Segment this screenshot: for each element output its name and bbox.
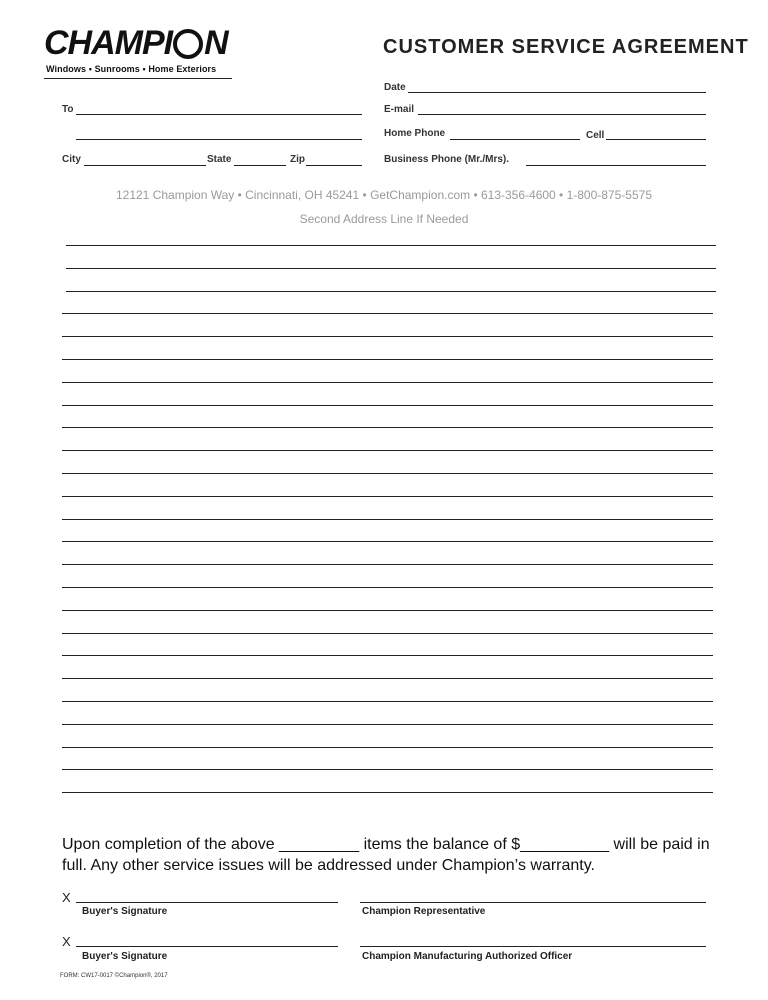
completion-statement: Upon completion of the above _________ items the balance of $__________ will be paid in full. Any other service issues will be addressed under Champion’s warranty.	[62, 836, 710, 874]
writing-line[interactable]	[62, 473, 713, 474]
champion-rep-label: Champion Representative	[362, 906, 486, 917]
writing-line[interactable]	[62, 450, 713, 451]
writing-line[interactable]	[66, 291, 716, 292]
x-mark-1: X	[62, 890, 71, 905]
buyer-signature-line-2[interactable]	[76, 946, 338, 947]
writing-line[interactable]	[62, 792, 713, 793]
city-field-line[interactable]	[84, 165, 206, 166]
state-field-line[interactable]	[234, 165, 286, 166]
writing-line[interactable]	[62, 724, 713, 725]
logo-text-part-2: N	[204, 24, 228, 62]
email-field-line[interactable]	[418, 114, 706, 115]
business-phone-label: Business Phone (Mr./Mrs).	[384, 154, 510, 165]
company-address: 12121 Champion Way • Cincinnati, OH 45241 • GetChampion.com • 613-356-4600 • 1-800-875-5575	[115, 188, 652, 202]
writing-line[interactable]	[62, 336, 713, 337]
writing-line[interactable]	[62, 382, 713, 383]
to-field-line-2[interactable]	[76, 139, 362, 140]
date-field-line[interactable]	[408, 92, 706, 93]
writing-line[interactable]	[66, 245, 716, 246]
x-mark-2: X	[62, 934, 71, 949]
to-label: To	[62, 104, 74, 115]
writing-line[interactable]	[62, 633, 713, 634]
logo-tagline: Windows • Sunrooms • Home Exteriors	[46, 64, 217, 74]
writing-line[interactable]	[62, 405, 713, 406]
state-label: State	[207, 154, 232, 165]
writing-line[interactable]	[62, 678, 713, 679]
form-footer: FORM: CW17-0017 ©Champion®, 2017	[60, 973, 168, 979]
writing-line[interactable]	[62, 610, 713, 611]
email-label: E-mail	[384, 104, 415, 115]
logo-text-part-1: CHAMPI	[44, 24, 173, 62]
second-address-line: Second Address Line If Needed	[299, 212, 469, 226]
writing-line[interactable]	[62, 769, 713, 770]
logo-rule	[44, 78, 232, 79]
zip-field-line[interactable]	[306, 165, 362, 166]
home-phone-label: Home Phone	[384, 128, 446, 139]
cell-label: Cell	[586, 130, 605, 141]
city-label: City	[62, 154, 81, 165]
cell-field-line[interactable]	[606, 139, 706, 140]
to-field-line-1[interactable]	[76, 114, 362, 115]
writing-line[interactable]	[62, 359, 713, 360]
home-phone-field-line[interactable]	[450, 139, 580, 140]
writing-line[interactable]	[62, 496, 713, 497]
globe-icon	[173, 29, 203, 59]
buyer-signature-label-1: Buyer's Signature	[82, 906, 168, 917]
writing-line[interactable]	[62, 427, 713, 428]
writing-line[interactable]	[62, 313, 713, 314]
page-title: CUSTOMER SERVICE AGREEMENT	[383, 36, 749, 58]
zip-label: Zip	[290, 154, 305, 165]
writing-line[interactable]	[62, 655, 713, 656]
writing-line[interactable]	[62, 701, 713, 702]
writing-line[interactable]	[62, 564, 713, 565]
date-label: Date	[384, 82, 406, 93]
champion-rep-signature-line[interactable]	[360, 902, 706, 903]
writing-line[interactable]	[66, 268, 716, 269]
champion-logo	[44, 26, 228, 60]
buyer-signature-line-1[interactable]	[76, 902, 338, 903]
writing-line[interactable]	[62, 541, 713, 542]
champion-officer-signature-line[interactable]	[360, 946, 706, 947]
writing-line[interactable]	[62, 587, 713, 588]
champion-officer-label: Champion Manufacturing Authorized Officer	[362, 951, 573, 962]
business-phone-field-line[interactable]	[526, 165, 706, 166]
writing-line[interactable]	[62, 519, 713, 520]
buyer-signature-label-2: Buyer's Signature	[82, 951, 168, 962]
writing-line[interactable]	[62, 747, 713, 748]
